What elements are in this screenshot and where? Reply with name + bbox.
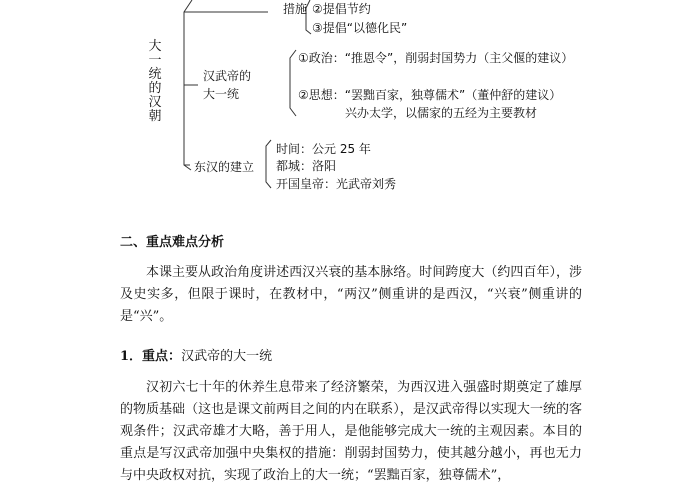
donghan-capital: 都城：洛阳 xyxy=(276,159,337,173)
wudi-politics: ①政治：“推恩令”，削弱封国势力（主父偃的建议） xyxy=(298,51,574,65)
section2-intro-text: 本课主要从政治角度讲述西汉兴衰的基本脉络。时间跨度大（约四百年），涉及史实多，但限于课时，在教材中，“两汉”侧重讲的是西汉，“兴衰”侧重讲的是“兴”。 xyxy=(120,265,582,324)
wudi-label-line1: 汉武帝的 xyxy=(203,69,252,83)
wudi-thought: ②思想：“罢黜百家，独尊儒术”（董仲舒的建议） xyxy=(298,88,562,102)
measure-item-2: ②提倡节约 xyxy=(312,2,371,16)
wudi-thought-continued: 兴办太学，以儒家的五经为主要教材 xyxy=(345,106,538,120)
point1-topic: 汉武帝的大一统 xyxy=(181,349,273,364)
section2-intro xyxy=(120,262,582,328)
donghan-time: 时间：公元 25 年 xyxy=(276,142,371,156)
point1-label: 重点： xyxy=(142,349,182,364)
donghan-founder: 开国皇帝：光武帝刘秀 xyxy=(276,177,397,191)
section2-title: 二、重点难点分析 xyxy=(120,235,225,250)
measures-label: 措施 xyxy=(283,2,308,16)
point1-heading xyxy=(120,345,272,364)
donghan-label: 东汉的建立 xyxy=(194,160,255,174)
point1-number: 1． xyxy=(120,349,143,364)
outline-root-label: 大一统的汉朝 xyxy=(148,39,162,124)
point1-body xyxy=(120,377,582,487)
measure-item-3: ③提倡“以德化民” xyxy=(312,21,408,35)
wudi-label-line2: 大一统 xyxy=(203,87,240,101)
point1-body-text: 汉初六七十年的休养生息带来了经济繁荣，为西汉进入强盛时期奠定了雄厚的物质基础（这也是课文前两目之间的内在联系），是汉武帝得以实现大一统的客观条件；汉武帝雄才大略，善于用人，是他能够完成大一统的主观因素。本目的重点是写汉武帝加强中央集权的措施：削弱封国势力，使其越分越小，再也无力与中央政权对抗，实现了政治上的大一统；“罢黜百家，独尊儒术”， xyxy=(120,380,582,483)
